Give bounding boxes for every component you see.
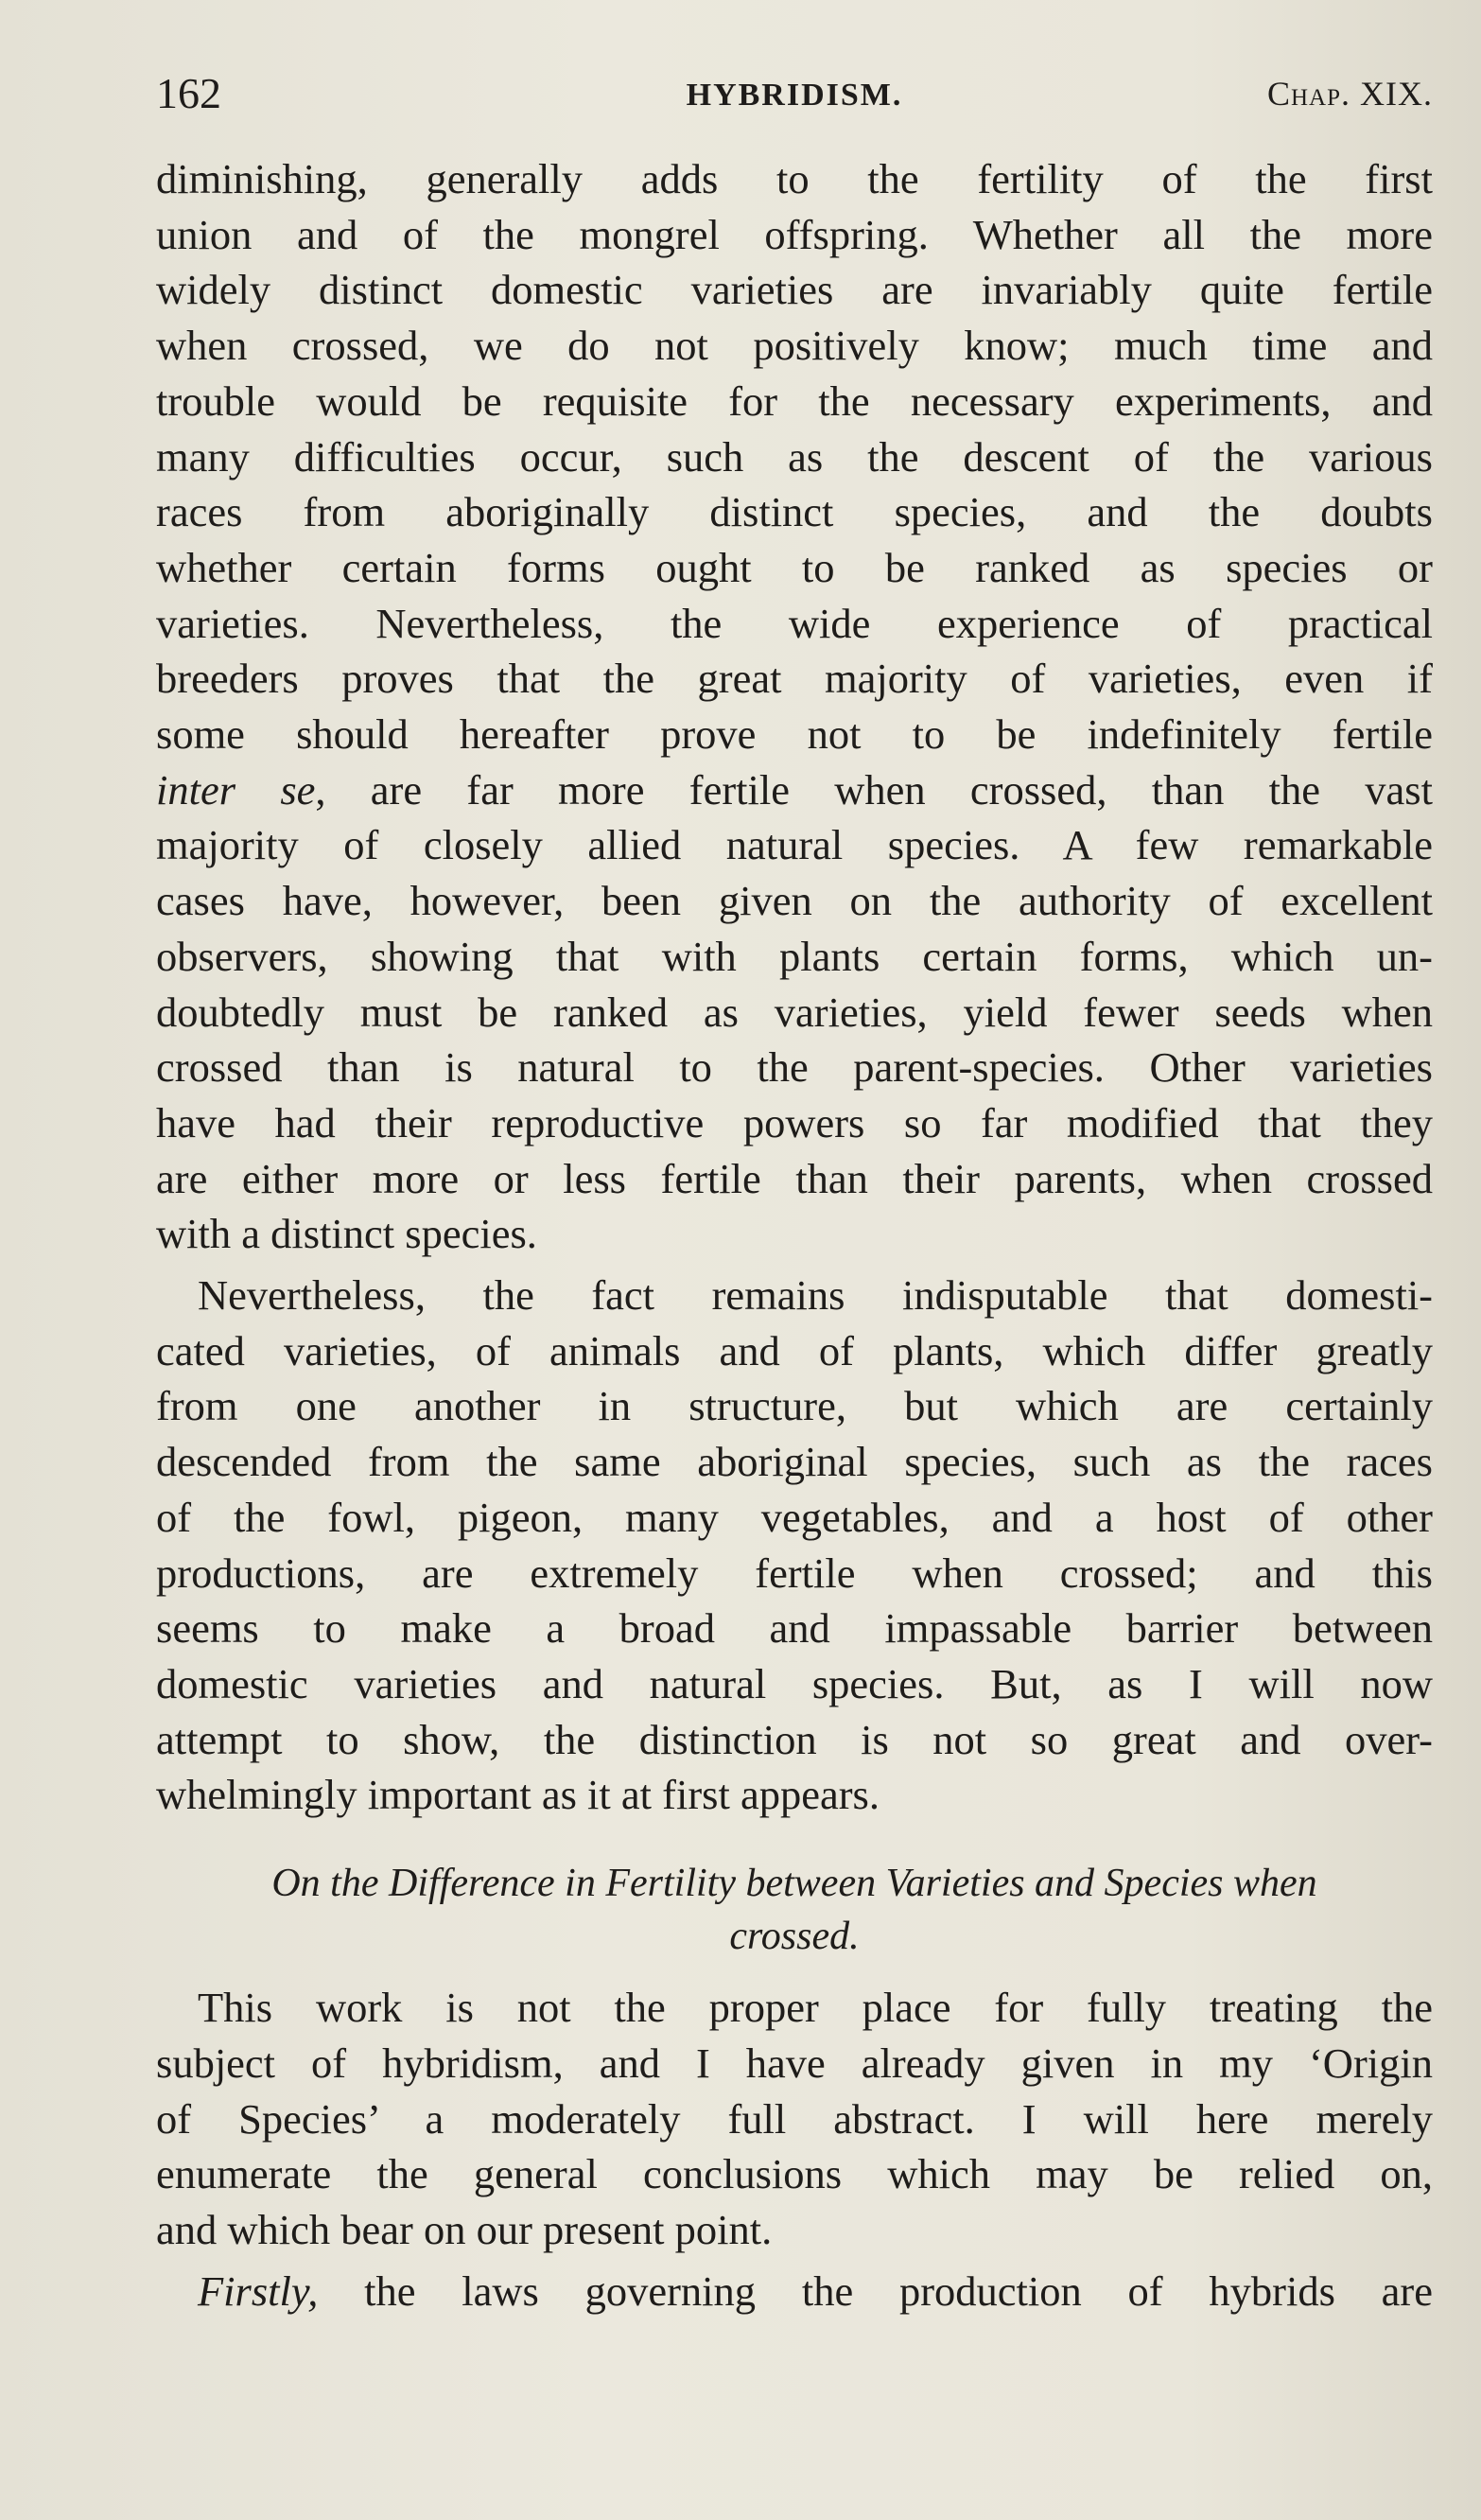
text-line: whether certain forms ought to be ranked as species or (156, 543, 1433, 591)
text-line: some should hereafter prove not to be indefinitely fertile (156, 710, 1433, 759)
text-line: Nevertheless, the fact remains indisputable that domesti- (198, 1271, 1433, 1320)
text-fragment: the laws governing the production of hybrids are (318, 2266, 1433, 2315)
text-line: and which bear on our present point. (156, 2205, 773, 2253)
text-line: whelmingly important as it at first appears. (156, 1771, 880, 1819)
latin-phrase: inter se (156, 765, 316, 814)
text-line: many difficulties occur, such as the descent of the various (156, 432, 1433, 481)
text-line: majority of closely allied natural species. A few remarkable (156, 821, 1433, 869)
text-line: union and of the mongrel offspring. Whether all the more (156, 210, 1433, 258)
paragraph-2 (156, 1268, 1433, 1823)
text-line: widely distinct domestic varieties are invariably quite fertile (156, 266, 1433, 314)
text-line: when crossed, we do not positively know; much time and (156, 322, 1433, 370)
paragraph-3 (156, 1980, 1433, 2258)
section-heading-line-2: crossed. (729, 1915, 860, 1959)
text-line: observers, showing that with plants certain forms, which un- (156, 932, 1433, 980)
text-line: are either more or less fertile than their parents, when crossed (156, 1154, 1433, 1202)
text-line: races from aboriginally distinct species, and the doubts (156, 488, 1433, 536)
text-line: productions, are extremely fertile when crossed; and this (156, 1549, 1433, 1597)
text-line: breeders proves that the great majority of varieties, even if (156, 655, 1433, 703)
text-line (156, 762, 1433, 818)
text-line: attempt to show, the distinction is not so great and over- (156, 1715, 1433, 1763)
text-line: cases have, however, been given on the authority of excellent (156, 877, 1433, 925)
paragraph-1 (156, 151, 1433, 1262)
text-line: trouble would be requisite for the necessary experiments, and (156, 376, 1433, 425)
text-line: with a distinct species. (156, 1210, 537, 1258)
text-line: of Species’ a moderately full abstract. I will here merely (156, 2094, 1433, 2143)
paragraph-4 (156, 2264, 1433, 2319)
text-line: cated varieties, of animals and of plants, which differ greatly (156, 1326, 1433, 1374)
text-line: of the fowl, pigeon, many vegetables, and a host of other (156, 1493, 1433, 1541)
text-line: seems to make a broad and impassable barrier between (156, 1604, 1433, 1653)
text-line (156, 2264, 1433, 2319)
italic-lead: Firstly, (198, 2266, 319, 2315)
text-line: from one another in structure, but which are certainly (156, 1382, 1433, 1430)
page-body (156, 151, 1433, 2319)
page-number: 162 (156, 69, 221, 117)
running-title: HYBRIDISM. (686, 78, 903, 113)
text-line: This work is not the proper place for fully treating the (198, 1984, 1433, 2032)
text-line: subject of hybridism, and I have already given in my ‘Origin (156, 2039, 1433, 2087)
text-fragment: , are far more fertile when crossed, than the vast (315, 765, 1433, 814)
section-heading-line-1: On the Difference in Fertility between Varieties and Species when (271, 1862, 1317, 1906)
text-line: descended from the same aboriginal species, such as the races (156, 1438, 1433, 1486)
text-line: doubtedly must be ranked as varieties, yield fewer seeds when (156, 988, 1433, 1036)
text-line: crossed than is natural to the parent-species. Other varieties (156, 1043, 1433, 1092)
section-heading (156, 1857, 1433, 1963)
text-line: have had their reproductive powers so far modified that they (156, 1098, 1433, 1146)
text-line: enumerate the general conclusions which may be relied on, (156, 2150, 1433, 2198)
page-header (156, 68, 1433, 125)
text-line: diminishing, generally adds to the fertility of the first (156, 155, 1433, 202)
text-line: domestic varieties and natural species. But, as I will now (156, 1659, 1433, 1707)
chapter-reference: Chap. XIX. (1266, 75, 1433, 113)
text-line: varieties. Nevertheless, the wide experience of practical (156, 599, 1433, 647)
